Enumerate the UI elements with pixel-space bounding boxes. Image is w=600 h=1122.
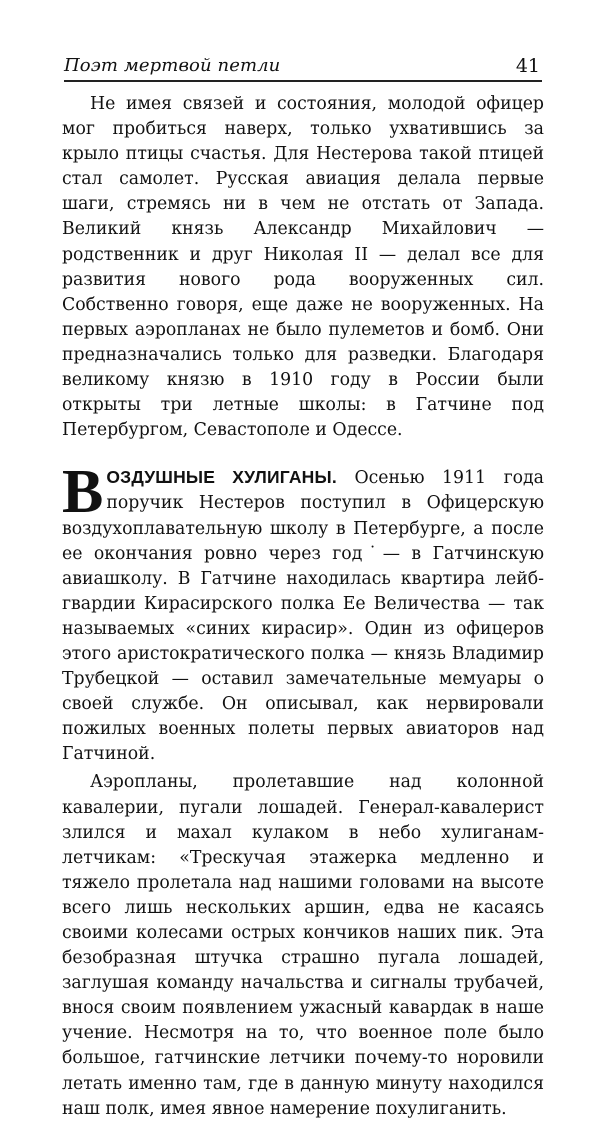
paragraph-3: Аэропланы, пролетавшие над колонной кавалерии, пугали лошадей. Генерал-кавалерист злился и махал кулаком в небо хулиганам-летчикам: «Трескучая этажерка медленно и тяжело пролетала над нашими головами на высоте всего лишь нескольких аршин, едва не касаясь своими колесами острых кончиков наших пик. Эта безобразная штучка страшно пугала лошадей, заглушая команду начальства и сигналы трубачей, внося своим появлением ужасный кавардак в наше учение. Несмотря на то, что военное поле было большое, гатчинские летчики почему-то норовили летать именно там, где в данную минуту находился наш полк, имея явное намерение похулиганить. — [62, 772, 544, 1119]
section-heading: ОЗДУШНЫЕ ХУЛИГАНЫ. — [106, 467, 337, 488]
paragraph-2 — [62, 458, 544, 767]
paragraph-2-text: Осенью 1911 года поручик Нестеров поступил в Офицерскую воздухоплавательную школу в Петербурге, а после ее окончания ровно через год˙— в Гатчинскую авиашколу. В Гатчине находилась квартира лейб-гвардии Кирасирского полка Ее Величества — так называемых «синих кирасир». Один из офицеров этого аристократического полка — князь Владимир Трубецкой — оставил замечательные мемуары о своей службе. Он описывал, как нервировали пожилых военных полеты первых авиаторов над Гатчиной. — [62, 468, 544, 765]
drop-cap: В — [62, 458, 104, 527]
running-header — [64, 52, 542, 82]
paragraph-1: Не имея связей и состояния, молодой офицер мог пробиться наверх, только ухватившись за крыло птицы счастья. Для Нестерова такой птицей стал самолет. Русская авиация делала первые шаги, стремясь ни в чем не отстать от Запада. Великий князь Александр Михайлович — родственник и друг Николая II — делал все для развития нового рода вооруженных сил. Собственно говоря, еще даже не вооруженных. На первых аэропланах не было пулеметов и бомб. Они предназначались только для разведки. Благодаря великому князю в 1910 году в России были открыты три летные школы: в Гатчине под Петербургом, Севастополе и Одессе. — [62, 94, 544, 441]
running-title: Поэт мертвой петли — [64, 55, 281, 76]
page-body — [62, 92, 544, 1122]
page-number: 41 — [515, 55, 540, 77]
